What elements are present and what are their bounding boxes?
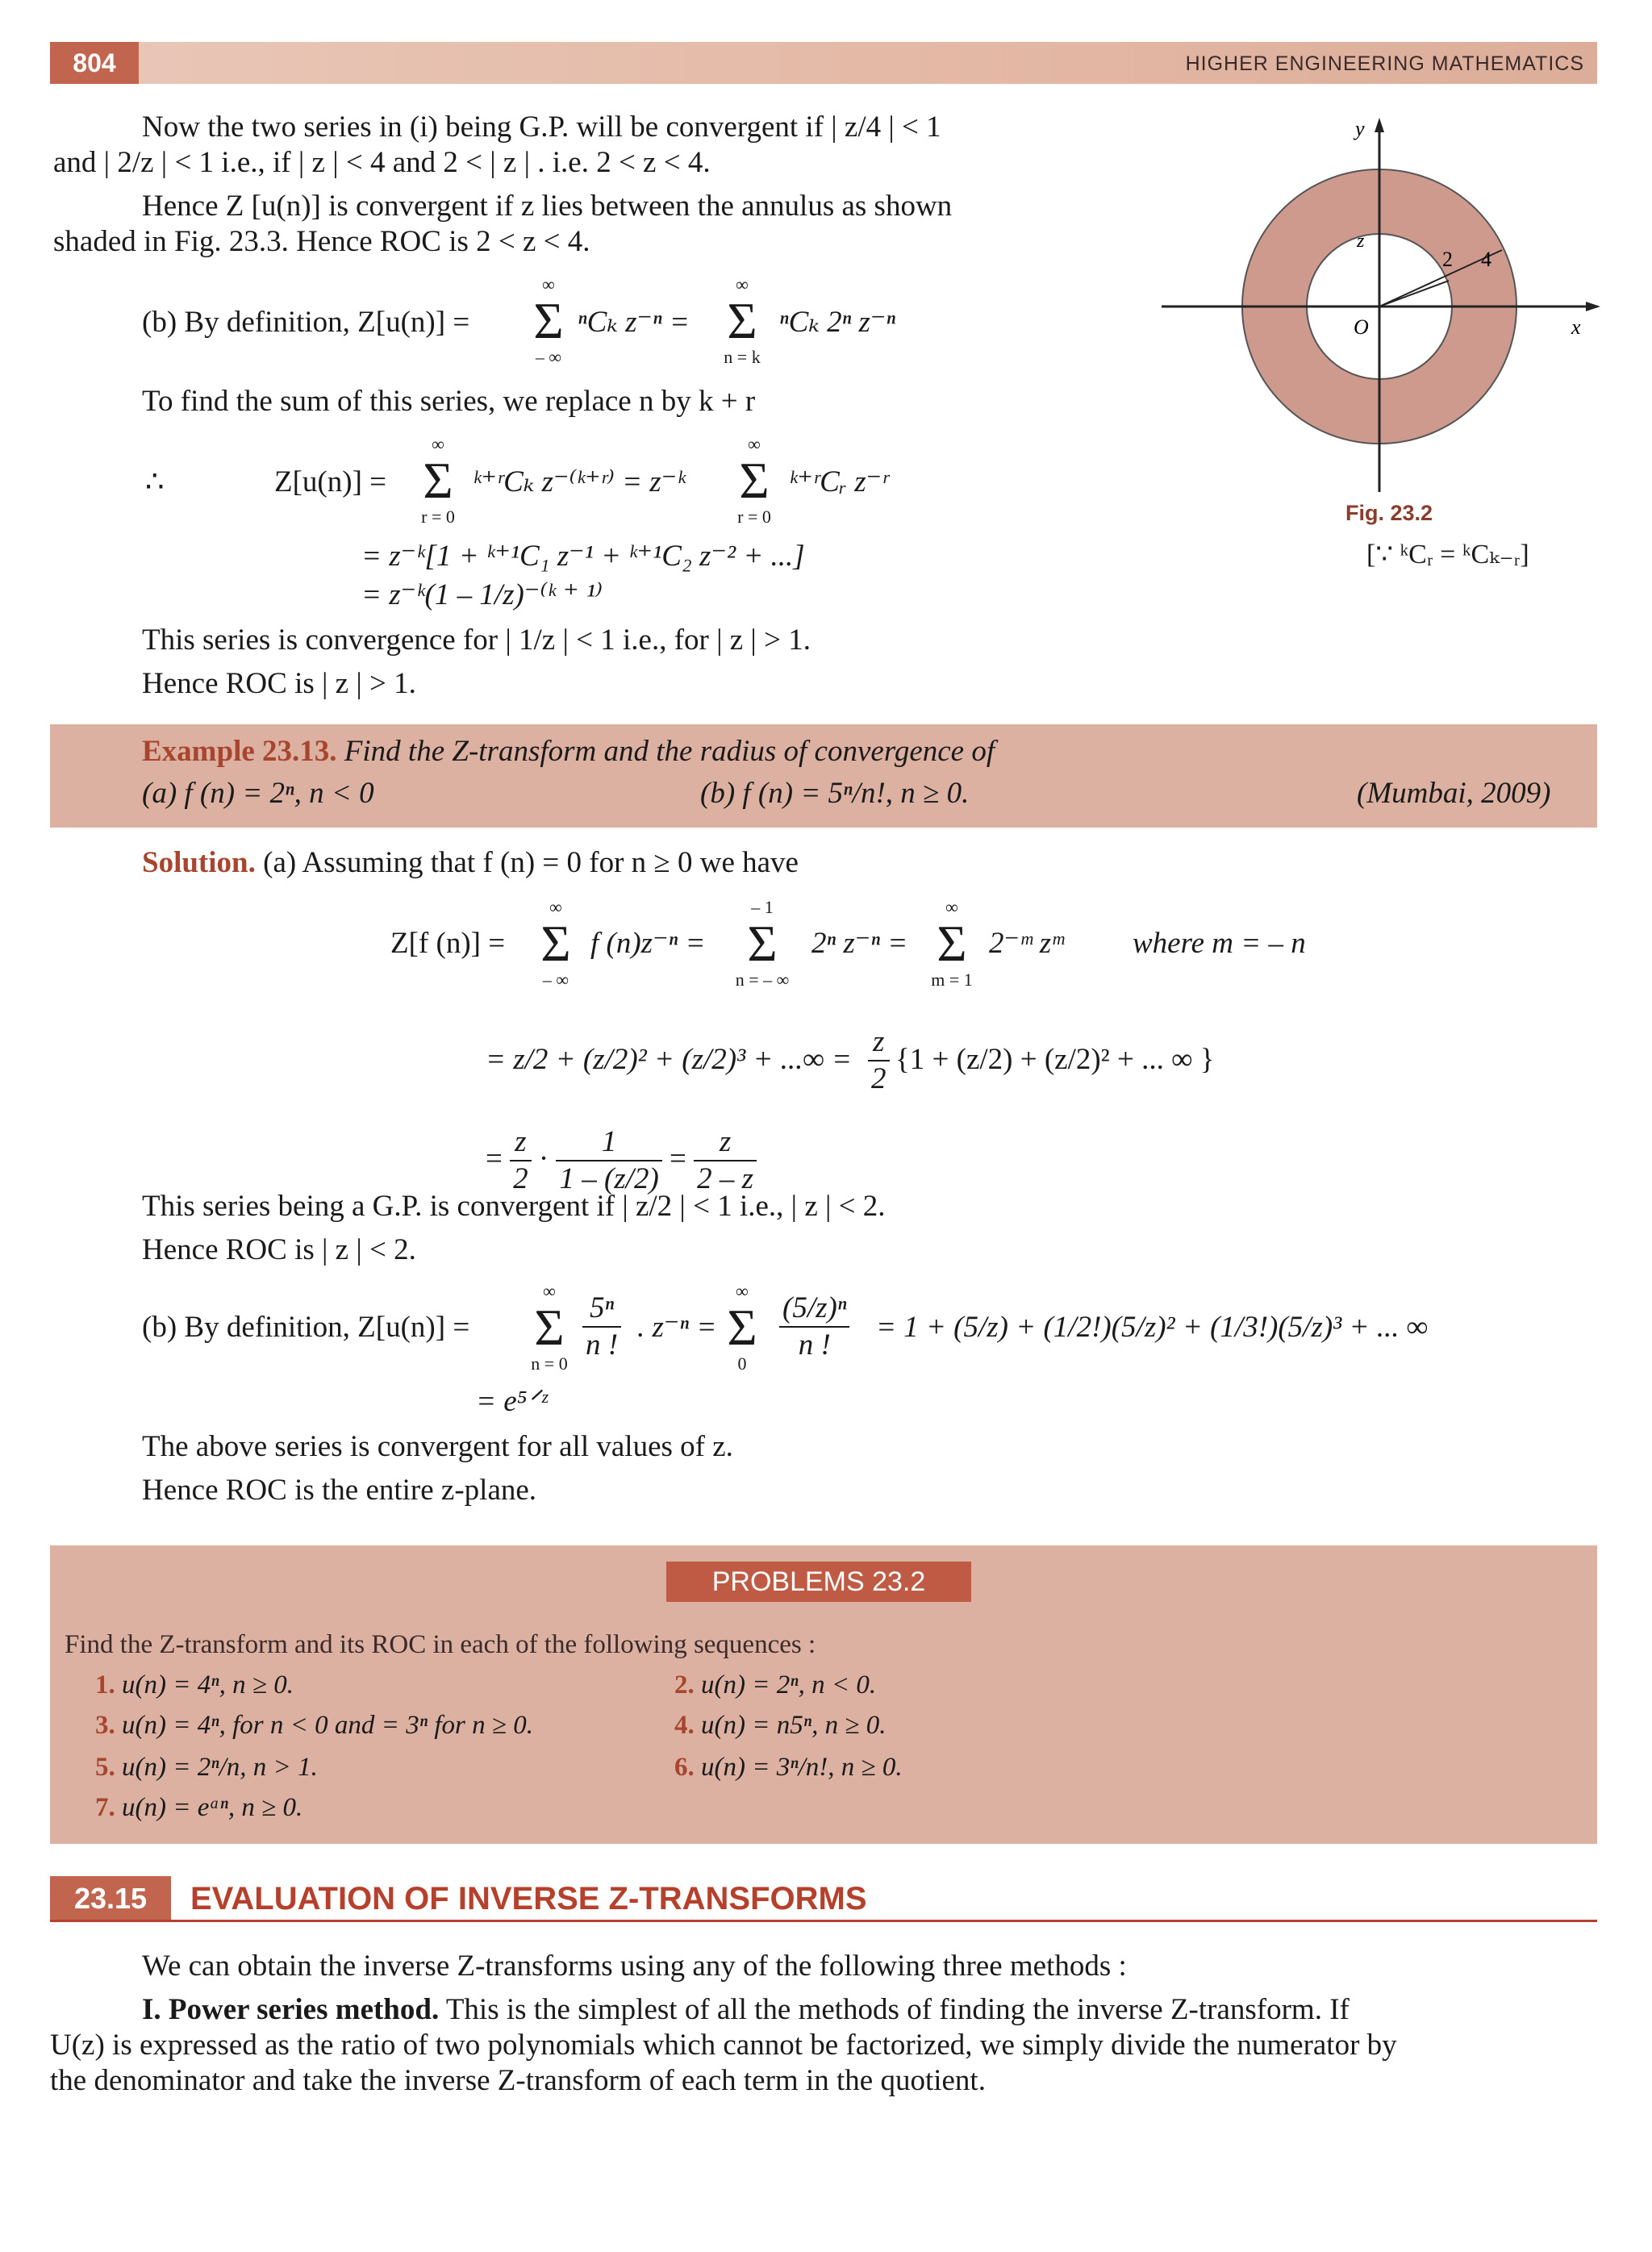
intro-line-1: Now the two series in (i) being G.P. will be convergent if | z/4 | < 1 <box>142 111 941 144</box>
radius-4-label: 4 <box>1481 248 1491 271</box>
origin-label: O <box>1354 315 1369 339</box>
example-prompt: Find the Z-transform and the radius of convergence of <box>344 735 995 768</box>
section-para-2b: U(z) is expressed as the ratio of two polynomials which cannot be factorized, we simply divide the numerator by <box>50 2029 1397 2062</box>
eq2-bracket: {1 + (z/2) + (z/2)² + ... ∞ } <box>895 1043 1215 1076</box>
section-number: 23.15 <box>50 1876 171 1921</box>
sum-s2: – 1 Σ n = – ∞ <box>735 897 790 990</box>
replace-text: To find the sum of this series, we replace n by k + r <box>142 385 756 418</box>
section-title: EVALUATION OF INVERSE Z-TRANSFORMS <box>190 1881 867 1916</box>
term-2: ⁿCₖ 2ⁿ z⁻ⁿ <box>779 306 896 339</box>
b-fraction-2: $\frac{\text{(5/z)ⁿ}}{n !}$ <box>779 1291 849 1364</box>
b-roc: Hence ROC is the entire z-plane. <box>142 1474 537 1507</box>
section-para-1: We can obtain the inverse Z-transforms using any of the following three methods : <box>142 1950 1127 1983</box>
eq3: = $\frac{z}{2}$ · $\frac{1}{1 - (z/2)}$ = $\frac{z}{2 - z}$ <box>486 1124 757 1198</box>
x-axis-label: x <box>1571 315 1581 339</box>
b-series: = 1 + (5/z) + (1/2!)(5/z)² + (1/3!)(5/z)³ + ... ∞ <box>876 1311 1429 1344</box>
x-arrow <box>1586 302 1600 311</box>
sum-2: ∞ Σ n = k <box>724 274 761 368</box>
part-b-definition: (b) By definition, Z[u(n)] = <box>142 306 470 339</box>
convergence-text-2: This series being a G.P. is convergent if | z/2 | < 1 i.e., | z | < 2. <box>142 1190 886 1223</box>
part-b-definition-2: (b) By definition, Z[u(n)] = <box>142 1311 470 1344</box>
roc-text-1: Hence ROC is | z | > 1. <box>142 667 416 700</box>
section-para-2c: the denominator and take the inverse Z-transform of each term in the quotient. <box>50 2064 986 2097</box>
intro-line-2: and | 2/z | < 1 i.e., if | z | < 4 and 2 < | z | . i.e. 2 < z < 4. <box>53 146 711 179</box>
problem-item: 5. u(n) = 2ⁿ/n, n > 1. <box>95 1753 318 1782</box>
problems-title: PROBLEMS 23.2 <box>666 1562 971 1602</box>
example-part-b: (b) f (n) = 5ⁿ/n!, n ≥ 0. <box>700 777 970 810</box>
example-heading <box>142 734 995 769</box>
problem-item: 3. u(n) = 4ⁿ, for n < 0 and = 3ⁿ for n ≥ 0. <box>95 1711 533 1740</box>
section-rule <box>50 1920 1597 1922</box>
term-3: ᵏ⁺ʳCₖ z⁻⁽ᵏ⁺ʳ⁾ = z⁻ᵏ <box>473 465 686 498</box>
sum-1: ∞ Σ – ∞ <box>533 274 564 368</box>
eq2-series: = z/2 + (z/2)² + (z/2)³ + ...∞ = <box>486 1043 852 1076</box>
convergence-text-1: This series is convergence for | 1/z | < 1 i.e., for | z | > 1. <box>142 623 811 657</box>
b-fraction-1: $\frac{\text{5ⁿ}}{n !}$ <box>582 1291 621 1364</box>
intro-line-4: shaded in Fig. 23.3. Hence ROC is 2 < z < 4. <box>53 225 590 258</box>
eq1-lead: Z[f (n)] = <box>390 927 506 960</box>
sum-s1: ∞ Σ – ∞ <box>540 897 571 990</box>
problem-item: 2. u(n) = 2ⁿ, n < 0. <box>674 1670 877 1699</box>
intro-line-3: Hence Z [u(n)] is convergent if z lies between the annulus as shown <box>142 190 953 223</box>
b-term-1: . z⁻ⁿ = <box>637 1311 717 1344</box>
zu-lead: Z[u(n)] = <box>274 465 387 498</box>
example-title: Example 23.13. <box>142 735 337 768</box>
eq1-where: where m = – n <box>1133 927 1306 960</box>
problems-instruction: Find the Z-transform and its ROC in each of the following sequences : <box>65 1630 816 1659</box>
roc-text-2: Hence ROC is | z | < 2. <box>142 1233 416 1266</box>
sum-s3: ∞ Σ m = 1 <box>931 897 973 990</box>
example-part-a: (a) f (n) = 2ⁿ, n < 0 <box>142 777 374 810</box>
section-para-2a: I. Power series method. This is the simplest of all the methods of finding the inverse Z-transform. If <box>142 1993 1350 2026</box>
term-1: ⁿCₖ z⁻ⁿ = <box>578 306 690 339</box>
annulus-figure <box>1153 105 1605 557</box>
z-label: z <box>1357 231 1365 252</box>
example-source: (Mumbai, 2009) <box>1357 777 1551 810</box>
problem-item: 7. u(n) = eᵃⁿ, n ≥ 0. <box>95 1793 303 1822</box>
eq2-fraction: $\frac{z}{2}$ <box>868 1024 890 1098</box>
figure-note: [∵ ᵏCᵣ = ᵏCₖ₋ᵣ] <box>1366 540 1529 569</box>
sum-3: ∞ Σ r = 0 <box>421 434 455 528</box>
step-2: = z⁻ᵏ[1 + ᵏ⁺¹C₁ z⁻¹ + ᵏ⁺¹C₂ z⁻² + ...] <box>361 540 805 573</box>
eq1-term-2: 2ⁿ z⁻ⁿ = <box>811 927 908 960</box>
radius-2-label: 2 <box>1442 248 1453 271</box>
figure-caption: Fig. 23.2 <box>1345 501 1433 525</box>
b-convergence: The above series is convergent for all values of z. <box>142 1430 733 1463</box>
solution-lead: Solution. (a) Assuming that f (n) = 0 for n ≥ 0 we have <box>142 846 799 879</box>
therefore-sign: ∴ <box>145 465 165 498</box>
eq1-term-3: 2⁻ᵐ zᵐ <box>989 927 1064 960</box>
step-3: = z⁻ᵏ(1 – 1/z)⁻⁽ᵏ ⁺ ¹⁾ <box>361 578 603 611</box>
eq1-term-1: f (n)z⁻ⁿ = <box>590 927 706 960</box>
y-axis-label: y <box>1355 117 1365 140</box>
term-4: ᵏ⁺ʳCᵣ z⁻ʳ <box>789 465 889 498</box>
method-label: I. Power series method. <box>142 1993 440 2026</box>
problem-item: 1. u(n) = 4ⁿ, n ≥ 0. <box>95 1670 294 1699</box>
problem-item: 4. u(n) = n5ⁿ, n ≥ 0. <box>674 1711 886 1740</box>
sum-b2: ∞ Σ 0 <box>727 1281 757 1374</box>
problem-item: 6. u(n) = 3ⁿ/n!, n ≥ 0. <box>674 1753 903 1782</box>
sum-b1: ∞ Σ n = 0 <box>531 1281 568 1374</box>
page-number: 804 <box>50 42 139 84</box>
b-result: = e⁵ᐟᶻ <box>476 1385 548 1418</box>
solution-label: Solution. <box>142 846 256 879</box>
y-arrow <box>1375 118 1384 132</box>
sum-4: ∞ Σ r = 0 <box>737 434 771 528</box>
running-head: HIGHER ENGINEERING MATHEMATICS <box>1185 52 1584 75</box>
